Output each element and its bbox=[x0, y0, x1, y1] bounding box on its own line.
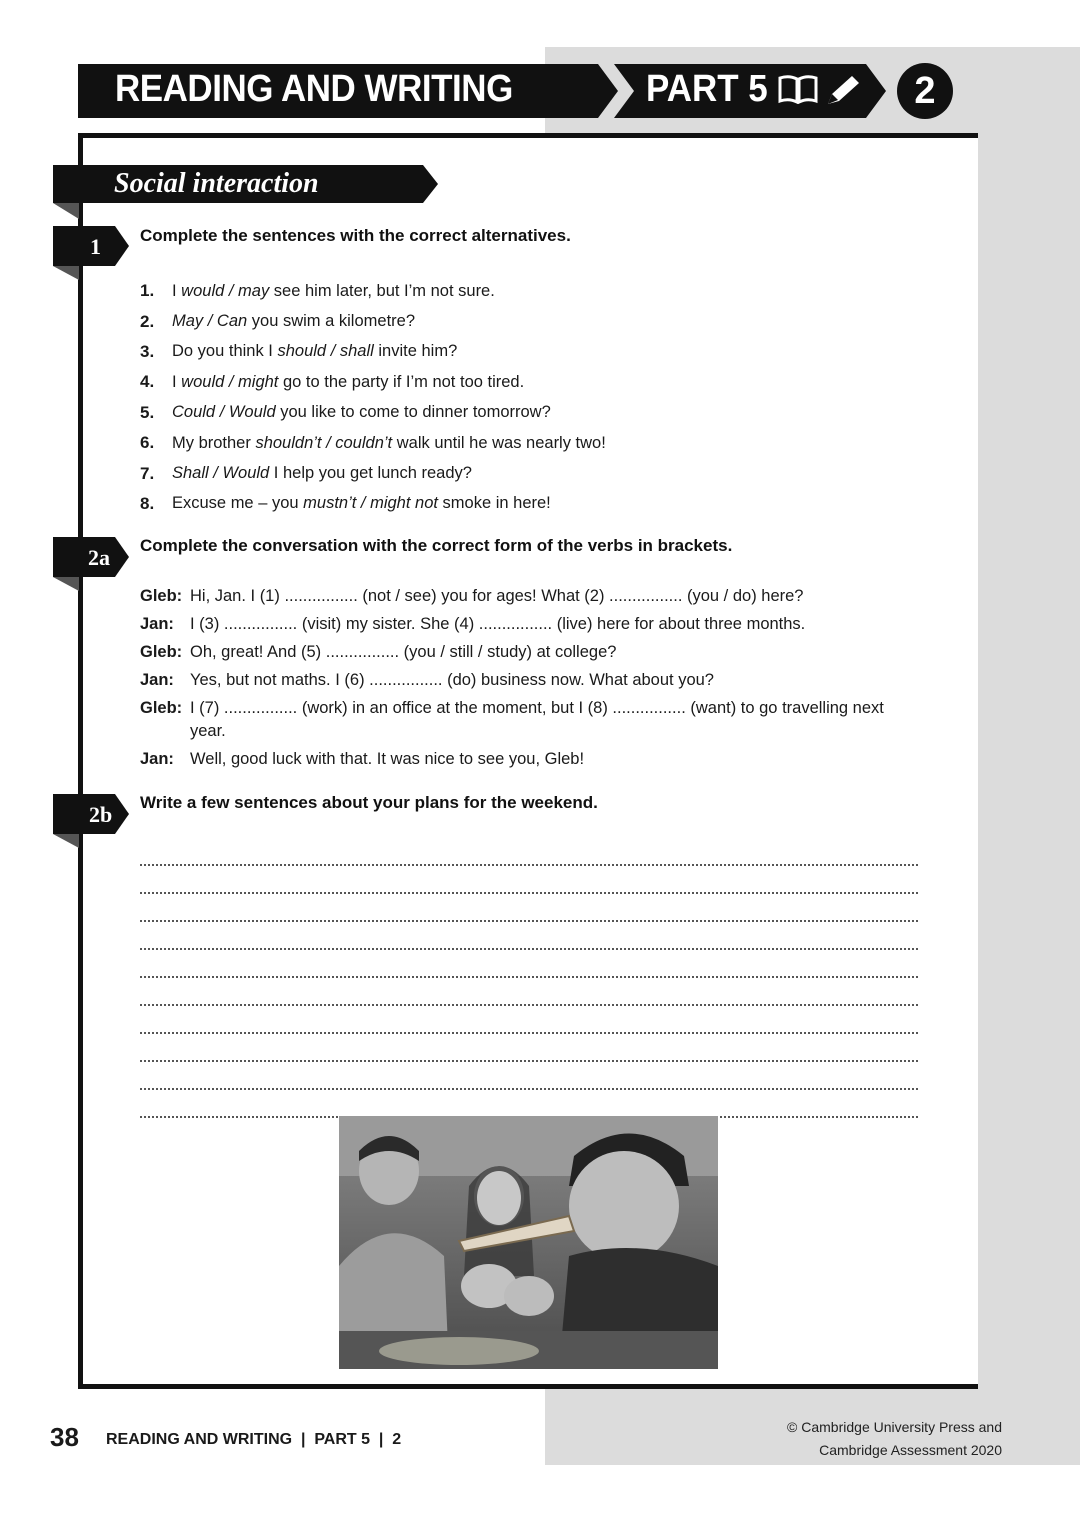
list-item: 1. I would / may see him later, but I’m not sure. bbox=[140, 281, 495, 301]
writing-line[interactable] bbox=[140, 866, 918, 894]
header-title: READING AND WRITING bbox=[115, 68, 513, 110]
writing-line[interactable] bbox=[140, 894, 918, 922]
exercise-2b-instruction: Write a few sentences about your plans for the weekend. bbox=[140, 793, 598, 812]
conversation-line bbox=[140, 585, 900, 608]
line-text[interactable]: Yes, but not maths. I (6) ................ (do) business now. What about you? bbox=[190, 671, 714, 689]
book-icon bbox=[778, 74, 818, 104]
section-title: Social interaction bbox=[114, 168, 319, 199]
exercise-number: 2b bbox=[89, 802, 113, 827]
header-part: PART 5 bbox=[646, 68, 768, 110]
speaker: Jan: bbox=[140, 615, 174, 633]
conversation-line bbox=[140, 613, 900, 636]
alternatives[interactable]: Shall / Would bbox=[172, 464, 270, 483]
writing-line[interactable] bbox=[140, 978, 918, 1006]
alternatives[interactable]: would / might bbox=[181, 372, 279, 391]
exercise-1-list bbox=[140, 276, 606, 519]
line-text[interactable]: Well, good luck with that. It was nice to see you, Gleb! bbox=[190, 750, 585, 768]
conversation-line bbox=[140, 697, 900, 743]
footer-breadcrumb: READING AND WRITING | PART 5 | 2 bbox=[106, 1431, 402, 1448]
speaker: Gleb: bbox=[140, 699, 183, 717]
copyright: © Cambridge University Press and Cambridge Assessment 2020 bbox=[787, 1419, 1002, 1458]
exercise-tag-fold bbox=[53, 834, 79, 848]
writing-line[interactable] bbox=[140, 1062, 918, 1090]
page-number: 38 bbox=[50, 1422, 79, 1452]
speaker: Jan: bbox=[140, 750, 174, 768]
photo-friends-eating-pizza bbox=[339, 1116, 718, 1369]
exercise-1-instruction: Complete the sentences with the correct alternatives. bbox=[140, 226, 571, 245]
conversation-line bbox=[140, 669, 900, 692]
line-text[interactable]: Oh, great! And (5) ................ (you / still / study) at college? bbox=[190, 643, 617, 661]
conversation-line bbox=[140, 641, 900, 664]
pencil-icon bbox=[822, 74, 862, 108]
writing-lines bbox=[140, 838, 918, 1118]
list-item: 8. Excuse me – you mustn’t / might not smoke in here! bbox=[140, 493, 551, 513]
exercise-number: 2a bbox=[88, 545, 110, 570]
writing-line[interactable] bbox=[140, 1006, 918, 1034]
writing-line[interactable] bbox=[140, 950, 918, 978]
writing-line[interactable] bbox=[140, 1090, 918, 1118]
alternatives[interactable]: would / may bbox=[181, 281, 270, 300]
conversation bbox=[140, 585, 900, 776]
speaker: Gleb: bbox=[140, 587, 183, 605]
header-icons bbox=[778, 74, 862, 108]
speaker: Gleb: bbox=[140, 643, 183, 661]
alternatives[interactable]: Could / Would bbox=[172, 403, 276, 422]
line-text[interactable]: I (7) ................ (work) in an office at the moment, but I (8) ................ (want) to go travelling next year. bbox=[190, 699, 884, 740]
exercise-2a-instruction: Complete the conversation with the correct form of the verbs in brackets. bbox=[140, 536, 733, 555]
line-text[interactable]: Hi, Jan. I (1) ................ (not / see) you for ages! What (2) ................ (you / do) here? bbox=[190, 587, 804, 605]
conversation-line bbox=[140, 748, 900, 771]
writing-line[interactable] bbox=[140, 838, 918, 866]
section-banner-fold bbox=[53, 203, 79, 219]
list-item: 3. Do you think I should / shall invite him? bbox=[140, 341, 458, 361]
list-item: 7. Shall / Would I help you get lunch ready? bbox=[140, 463, 472, 483]
unit-number-badge: 2 bbox=[897, 63, 953, 119]
list-item: 6. My brother shouldn’t / couldn’t walk until he was nearly two! bbox=[140, 433, 606, 453]
photo-illustration bbox=[339, 1116, 718, 1369]
exercise-tag-fold bbox=[53, 266, 79, 280]
writing-line[interactable] bbox=[140, 1034, 918, 1062]
line-text[interactable]: I (3) ................ (visit) my sister. She (4) ................ (live) here for about three months. bbox=[190, 615, 806, 633]
alternatives[interactable]: May / Can bbox=[172, 312, 248, 331]
list-item: 5. Could / Would you like to come to dinner tomorrow? bbox=[140, 402, 551, 422]
speaker: Jan: bbox=[140, 671, 174, 689]
list-item: 2. May / Can you swim a kilometre? bbox=[140, 311, 416, 331]
writing-line[interactable] bbox=[140, 922, 918, 950]
list-item: 4. I would / might go to the party if I’m not too tired. bbox=[140, 372, 525, 392]
exercise-tag-fold bbox=[53, 577, 79, 591]
alternatives[interactable]: mustn’t / might not bbox=[303, 494, 438, 513]
alternatives[interactable]: shouldn’t / couldn’t bbox=[255, 433, 393, 452]
alternatives[interactable]: should / shall bbox=[277, 342, 374, 361]
exercise-number: 1 bbox=[90, 234, 101, 259]
